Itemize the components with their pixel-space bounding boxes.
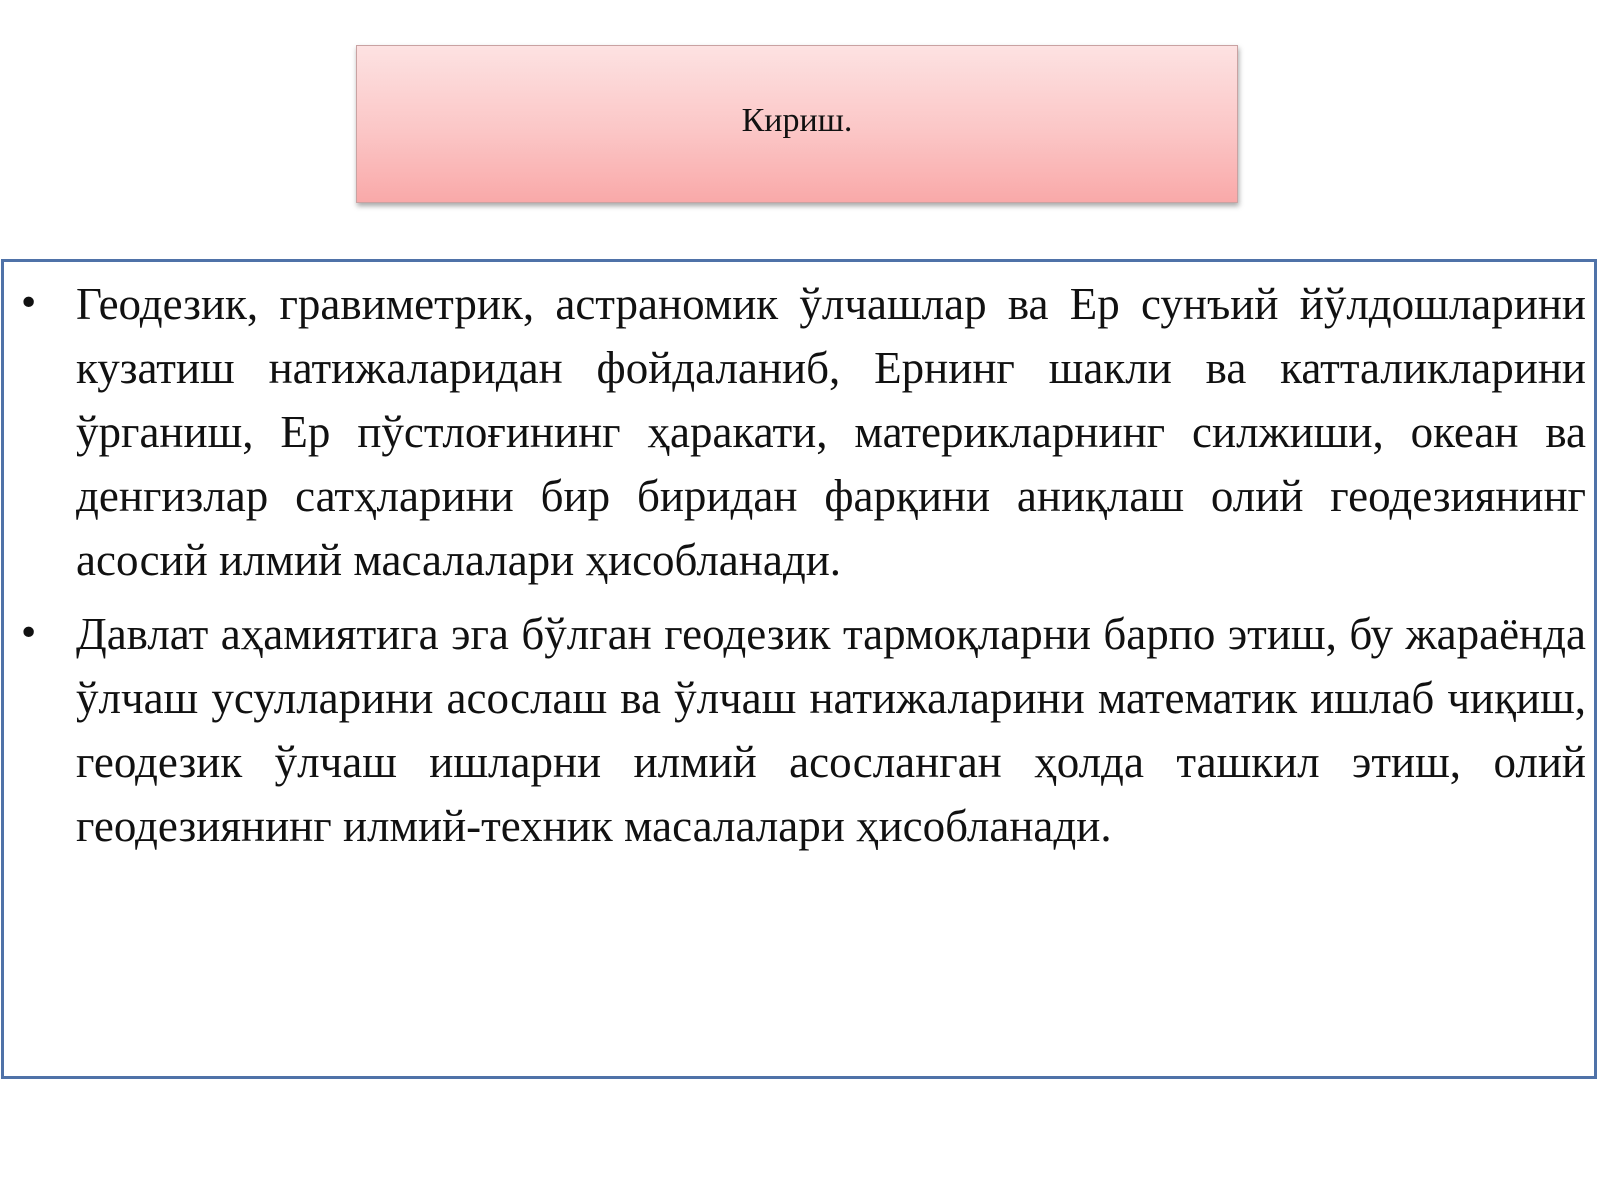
bullet-item — [4, 602, 1600, 858]
slide-content-box — [1, 259, 1597, 1079]
bullet-marker: • — [18, 613, 40, 654]
slide-title: Кириш. — [741, 102, 853, 139]
slide-title-box — [356, 45, 1238, 203]
bullet-text: Геодезик, гравиметрик, астраномик ўлчашлар ва Ер сунъий йўлдошларини кузатиш натижаларидан фойдаланиб, Ернинг шакли ва катталикларини ўрганиш, Ер пўстлоғининг ҳаракати, материкларнинг силжиши, океан ва денгизлар сатҳларини бир биридан фарқини аниқлаш олий геодезиянинг асосий илмий масалалари ҳисобланади. — [76, 279, 1586, 585]
bullet-item — [4, 272, 1600, 592]
bullet-list — [4, 272, 1600, 868]
bullet-marker: • — [18, 283, 40, 324]
bullet-text: Давлат аҳамиятига эга бўлган геодезик тармоқларни барпо этиш, бу жараёнда ўлчаш усулларини асослаш ва ўлчаш натижаларини математик ишлаб чиқиш, геодезик ўлчаш ишларни илмий асосланган ҳолда ташкил этиш, олий геодезиянинг илмий-техник масалалари ҳисобланади. — [76, 609, 1586, 851]
